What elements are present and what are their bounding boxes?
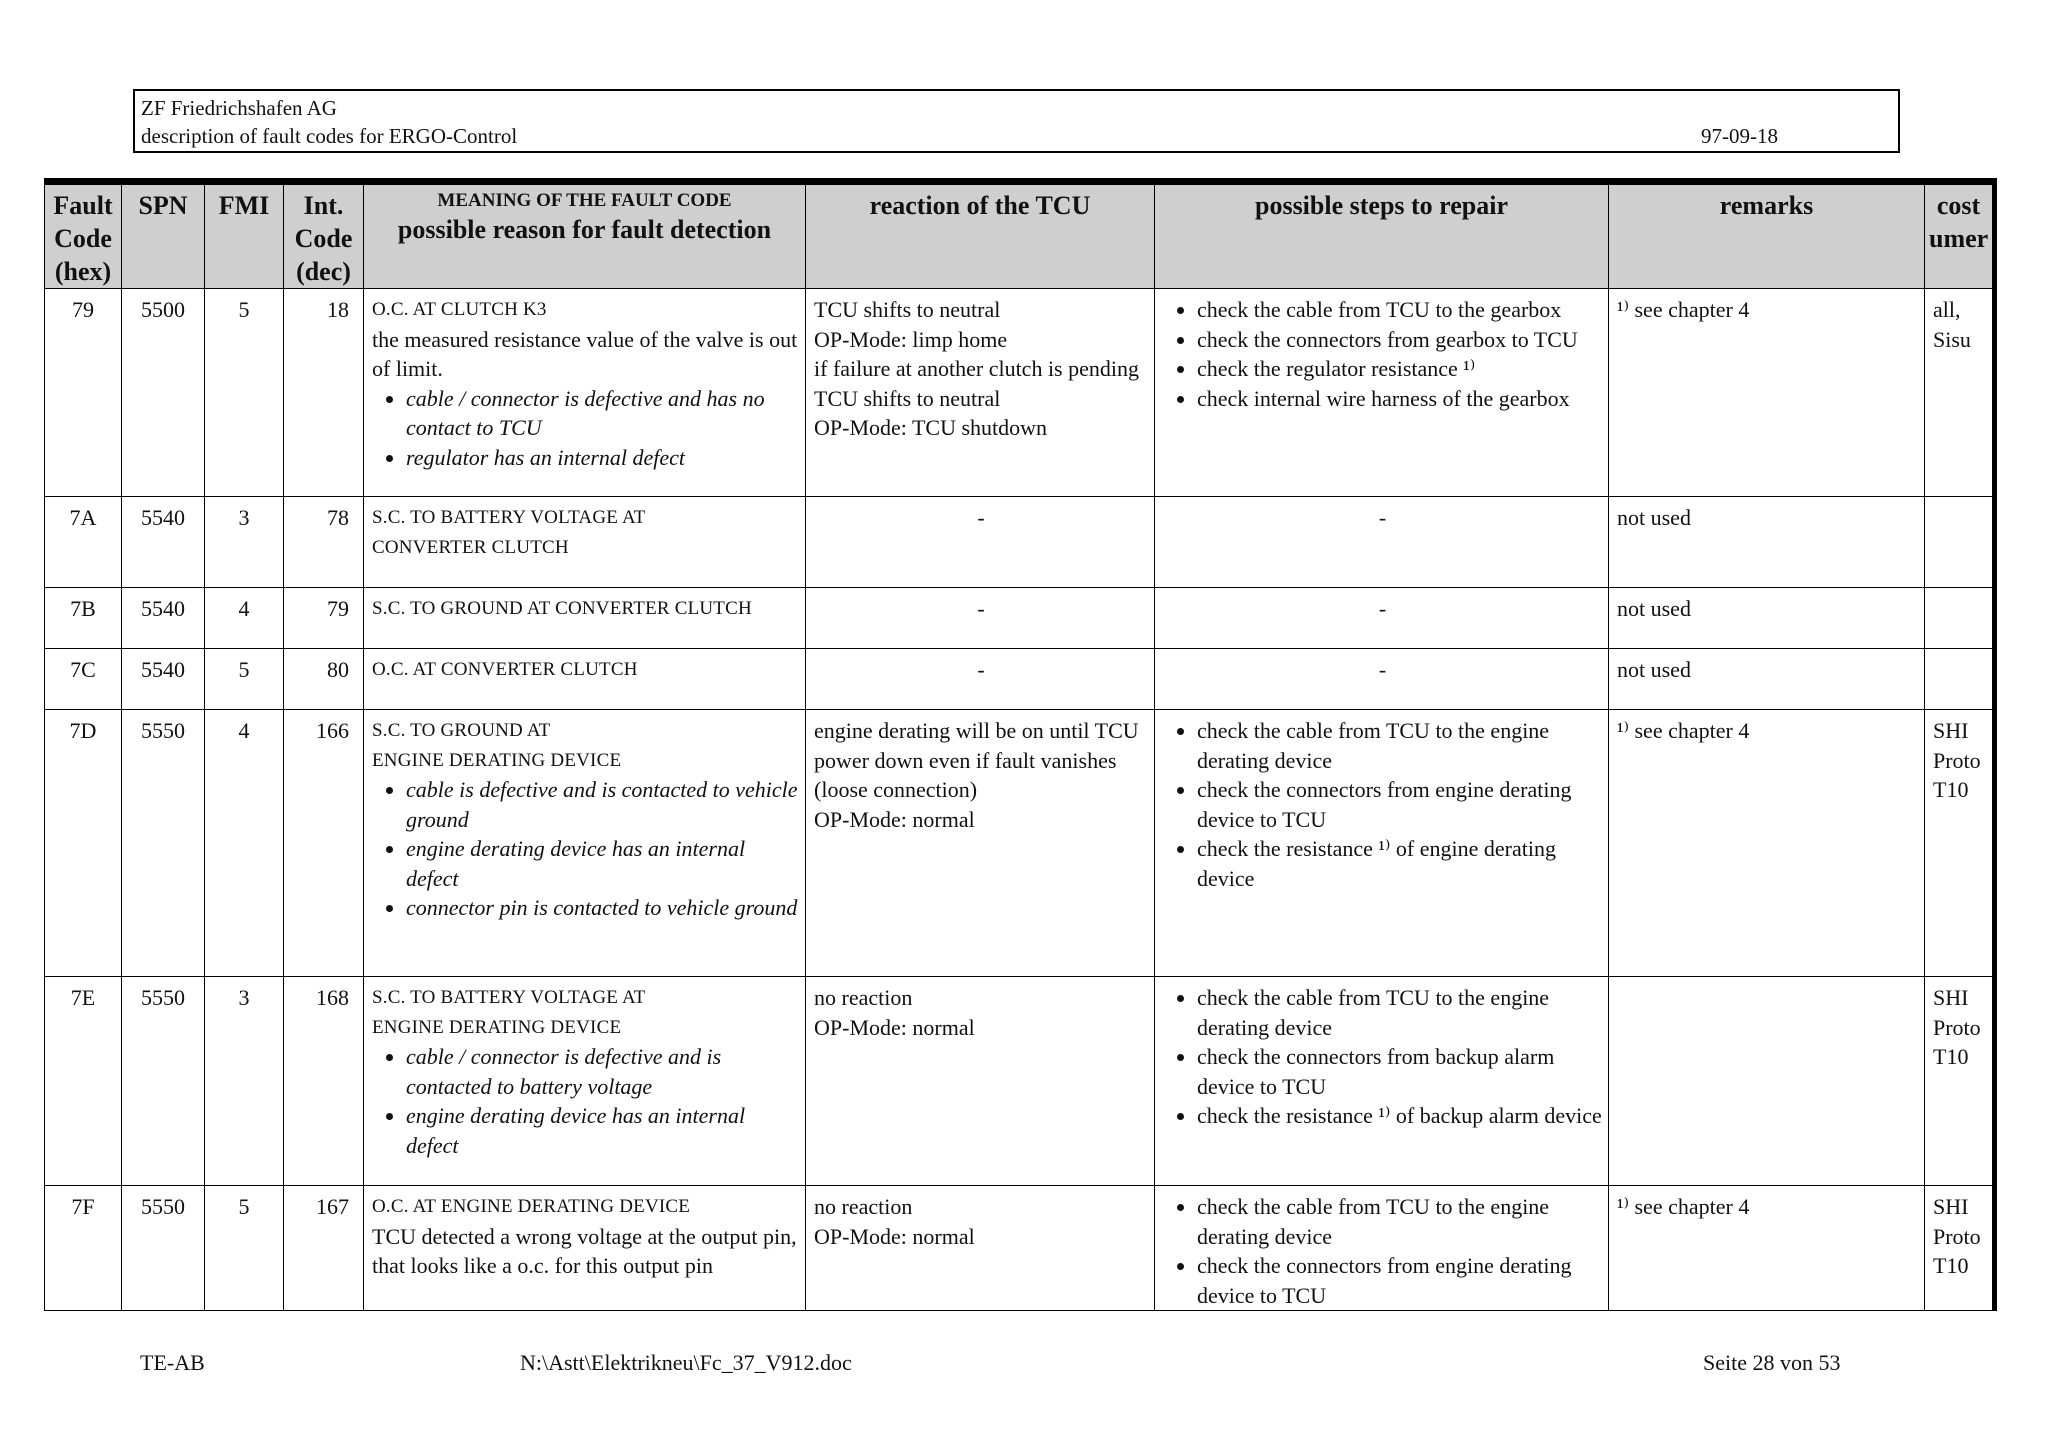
fault-code-hex: 7D: [45, 710, 122, 977]
company-name: ZF Friedrichshafen AG: [141, 96, 337, 120]
remarks-cell: [1609, 977, 1925, 1186]
repair-step: • check the connectors from engine derating device to TCU: [1197, 1251, 1602, 1310]
spn-cell: 5550: [122, 1186, 205, 1311]
customer-cell: [1925, 289, 1995, 497]
customer-line: Proto: [1933, 1014, 1981, 1040]
customer-line: T10: [1933, 1044, 1969, 1069]
customer-line: SHI: [1933, 1194, 1969, 1219]
repair-step: • check the connectors from engine derating device to TCU: [1197, 775, 1602, 834]
meaning-cell: [364, 710, 806, 977]
customer-line: Sisu: [1933, 326, 1971, 352]
fault-code-hex: 7A: [45, 497, 122, 588]
reason-item: • engine derating device has an internal defect: [406, 834, 799, 893]
col-header-fault-code: Fault Code (hex): [45, 182, 122, 289]
table-row: [45, 289, 1995, 497]
int-code-dec: 168: [284, 977, 364, 1186]
customer-cell: [1925, 977, 1995, 1186]
customer-line: T10: [1933, 1253, 1969, 1278]
fault-title: O.C. AT ENGINE DERATING DEVICE: [372, 1196, 691, 1217]
customer-cell: [1925, 588, 1995, 649]
repair-step: • check the connectors from backup alarm device to TCU: [1197, 1042, 1602, 1101]
reason-list: [372, 1042, 799, 1160]
remarks-cell: ¹⁾ see chapter 4: [1609, 289, 1925, 497]
meaning-cell: [364, 1186, 806, 1311]
reason-item: • engine derating device has an internal defect: [406, 1101, 799, 1160]
reason-list: [372, 775, 799, 923]
reaction-line: no reaction: [814, 985, 913, 1010]
col-header-meaning: [364, 182, 806, 289]
remarks-cell: not used: [1609, 588, 1925, 649]
customer-line: Proto: [1933, 1223, 1981, 1249]
spn-cell: 5550: [122, 710, 205, 977]
customer-line: SHI: [1933, 718, 1969, 743]
customer-cell: [1925, 1186, 1995, 1311]
customer-line: all,: [1933, 297, 1961, 322]
int-code-dec: 79: [284, 588, 364, 649]
repair-step: • check internal wire harness of the gearbox: [1197, 384, 1602, 414]
reaction-cell: [806, 1186, 1155, 1311]
repair-cell: [1155, 977, 1609, 1186]
repair-step: • check the resistance ¹⁾ of engine derating device: [1197, 834, 1602, 893]
document-date: 97-09-18: [1701, 124, 1778, 148]
col-header-meaning-caps: MEANING OF THE FAULT CODE: [437, 190, 732, 211]
spn-cell: 5540: [122, 497, 205, 588]
table-header-row: [45, 182, 1995, 289]
repair-list: [1163, 983, 1602, 1131]
repair-cell: [1155, 710, 1609, 977]
reaction-cell: [806, 977, 1155, 1186]
repair-cell: -: [1155, 649, 1609, 710]
spn-cell: 5500: [122, 289, 205, 497]
remarks-cell: not used: [1609, 649, 1925, 710]
fault-code-hex: 7F: [45, 1186, 122, 1311]
reaction-line: no reaction: [814, 1194, 913, 1219]
meaning-cell: [364, 497, 806, 588]
meaning-cell: [364, 588, 806, 649]
fault-title: CONVERTER CLUTCH: [372, 536, 569, 558]
repair-cell: [1155, 289, 1609, 497]
table-body: [45, 289, 1995, 1311]
col-header-meaning-reason: possible reason for fault detection: [397, 215, 772, 244]
fmi-cell: 4: [205, 710, 284, 977]
footer-page-number: Seite 28 von 53: [1703, 1350, 1841, 1375]
col-header-int-code: Int. Code (dec): [284, 182, 364, 289]
fault-title: S.C. TO BATTERY VOLTAGE AT: [372, 507, 646, 528]
spn-cell: 5540: [122, 588, 205, 649]
fmi-cell: 5: [205, 289, 284, 497]
reason-list: [372, 384, 799, 473]
reason-item: • cable is defective and is contacted to vehicle ground: [406, 775, 799, 834]
int-code-dec: 166: [284, 710, 364, 977]
meaning-cell: [364, 649, 806, 710]
reaction-cell: -: [806, 588, 1155, 649]
repair-cell: -: [1155, 497, 1609, 588]
fault-description: TCU detected a wrong voltage at the output pin, that looks like a o.c. for this output pin: [372, 1223, 797, 1278]
reaction-line: if failure at another clutch is pending: [814, 356, 1139, 381]
fmi-cell: 5: [205, 649, 284, 710]
fault-code-hex: 7B: [45, 588, 122, 649]
repair-list: [1163, 295, 1602, 413]
repair-cell: -: [1155, 588, 1609, 649]
repair-cell: [1155, 1186, 1609, 1311]
int-code-dec: 78: [284, 497, 364, 588]
reaction-line: OP-Mode: normal: [814, 1014, 975, 1040]
footer-department: TE-AB: [140, 1350, 205, 1375]
reaction-line: engine derating will be on until TCU power down even if fault vanishes (loose connection): [814, 718, 1139, 802]
int-code-dec: 80: [284, 649, 364, 710]
int-code-dec: 18: [284, 289, 364, 497]
fault-code-table: [44, 178, 1997, 1311]
col-header-spn: SPN: [122, 182, 205, 289]
reaction-line: TCU shifts to neutral: [814, 385, 1001, 411]
fmi-cell: 3: [205, 497, 284, 588]
fault-title: O.C. AT CONVERTER CLUTCH: [372, 659, 638, 680]
fault-code-hex: 79: [45, 289, 122, 497]
repair-step: • check the cable from TCU to the gearbox: [1197, 295, 1602, 325]
reason-item: • cable / connector is defective and has no contact to TCU: [406, 384, 799, 443]
reaction-line: OP-Mode: limp home: [814, 326, 1008, 352]
reason-item: • connector pin is contacted to vehicle ground: [406, 893, 799, 923]
customer-line: Proto: [1933, 747, 1981, 773]
customer-line: T10: [1933, 777, 1969, 802]
reason-item: • cable / connector is defective and is contacted to battery voltage: [406, 1042, 799, 1101]
meaning-cell: [364, 289, 806, 497]
document-description: description of fault codes for ERGO-Control: [141, 124, 518, 148]
meaning-cell: [364, 977, 806, 1186]
fmi-cell: 4: [205, 588, 284, 649]
fault-description: the measured resistance value of the valve is out of limit.: [372, 326, 798, 381]
repair-step: • check the resistance ¹⁾ of backup alarm device: [1197, 1101, 1602, 1131]
table-row: [45, 649, 1995, 710]
remarks-cell: ¹⁾ see chapter 4: [1609, 1186, 1925, 1311]
int-code-dec: 167: [284, 1186, 364, 1311]
repair-list: [1163, 1192, 1602, 1310]
repair-step: • check the cable from TCU to the engine derating device: [1197, 983, 1602, 1042]
reaction-line: OP-Mode: TCU shutdown: [814, 415, 1048, 440]
fault-code-hex: 7E: [45, 977, 122, 1186]
reaction-line: OP-Mode: normal: [814, 806, 975, 832]
customer-cell: [1925, 710, 1995, 977]
reaction-line: TCU shifts to neutral: [814, 297, 1001, 322]
customer-cell: [1925, 497, 1995, 588]
repair-list: [1163, 716, 1602, 893]
col-header-customer: cost umer: [1925, 182, 1995, 289]
fault-title: S.C. TO BATTERY VOLTAGE AT: [372, 987, 646, 1008]
reaction-cell: [806, 710, 1155, 977]
spn-cell: 5550: [122, 977, 205, 1186]
repair-step: • check the connectors from gearbox to TCU: [1197, 325, 1602, 355]
fault-code-hex: 7C: [45, 649, 122, 710]
table-row: [45, 497, 1995, 588]
col-header-repair: possible steps to repair: [1155, 182, 1609, 289]
col-header-reaction: reaction of the TCU: [806, 182, 1155, 289]
fmi-cell: 5: [205, 1186, 284, 1311]
fault-title: S.C. TO GROUND AT CONVERTER CLUTCH: [372, 598, 752, 619]
document-header: [133, 89, 1900, 153]
remarks-cell: not used: [1609, 497, 1925, 588]
reaction-cell: -: [806, 649, 1155, 710]
remarks-cell: ¹⁾ see chapter 4: [1609, 710, 1925, 977]
table-row: [45, 977, 1995, 1186]
customer-line: SHI: [1933, 985, 1969, 1010]
repair-step: • check the cable from TCU to the engine derating device: [1197, 716, 1602, 775]
fault-title: O.C. AT CLUTCH K3: [372, 299, 547, 320]
fault-title: ENGINE DERATING DEVICE: [372, 749, 622, 771]
reaction-cell: [806, 289, 1155, 497]
fault-title: ENGINE DERATING DEVICE: [372, 1016, 622, 1038]
customer-cell: [1925, 649, 1995, 710]
repair-step: • check the cable from TCU to the engine derating device: [1197, 1192, 1602, 1251]
table-row: [45, 710, 1995, 977]
fmi-cell: 3: [205, 977, 284, 1186]
spn-cell: 5540: [122, 649, 205, 710]
footer-file-path: N:\Astt\Elektrikneu\Fc_37_V912.doc: [520, 1350, 852, 1375]
table-row: [45, 1186, 1995, 1311]
table-row: [45, 588, 1995, 649]
reaction-cell: -: [806, 497, 1155, 588]
fault-title: S.C. TO GROUND AT: [372, 720, 551, 741]
reason-item: • regulator has an internal defect: [406, 443, 799, 473]
repair-step: • check the regulator resistance ¹⁾: [1197, 354, 1602, 384]
reaction-line: OP-Mode: normal: [814, 1223, 975, 1249]
col-header-fmi: FMI: [205, 182, 284, 289]
col-header-remarks: remarks: [1609, 182, 1925, 289]
